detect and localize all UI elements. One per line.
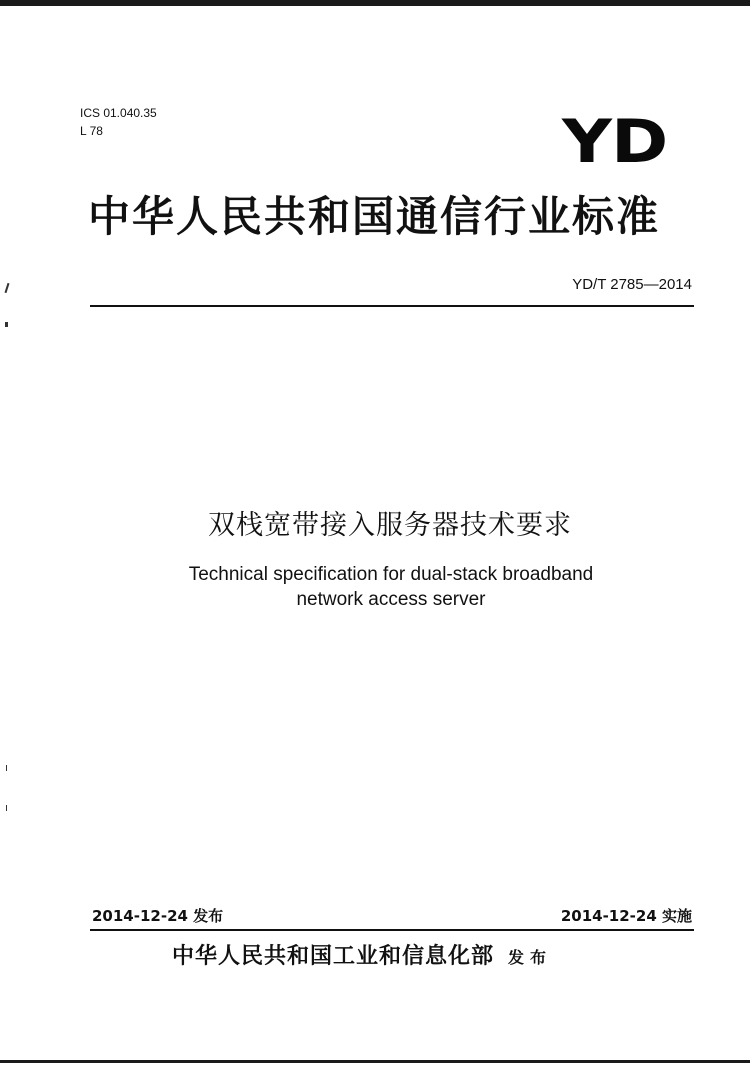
logo-letter-y: Y <box>562 107 615 177</box>
ccs-code: L 78 <box>80 124 103 138</box>
header-divider <box>90 305 694 307</box>
document-title-en <box>0 562 750 612</box>
publisher-line <box>172 940 552 974</box>
ics-code: ICS 01.040.35 <box>80 106 157 120</box>
scan-mark <box>6 765 7 771</box>
page-bottom-edge <box>0 1060 750 1063</box>
implementation-date: 2014-12-24 实施 <box>560 907 692 925</box>
standard-number: YD/T 2785—2014 <box>572 276 692 293</box>
yd-logo <box>562 107 672 177</box>
scan-mark <box>5 322 8 327</box>
document-title-zh: 双栈宽带接入服务器技术要求 <box>208 510 572 541</box>
publisher-action: 发布 <box>508 948 553 967</box>
page-top-edge <box>0 0 750 6</box>
issuer-title: 中华人民共和国通信行业标准 <box>88 192 661 241</box>
scan-mark <box>5 283 10 293</box>
issue-date: 2014-12-24 发布 <box>92 907 224 925</box>
classification-codes <box>80 104 157 140</box>
footer-divider <box>90 929 694 931</box>
logo-letter-d: D <box>611 107 672 177</box>
document-title-en-line: network access server <box>296 589 486 610</box>
document-title-en-line: Technical specification for dual-stack broadband <box>188 564 594 585</box>
publisher-name: 中华人民共和国工业和信息化部 <box>172 943 495 969</box>
scan-mark <box>6 805 7 811</box>
